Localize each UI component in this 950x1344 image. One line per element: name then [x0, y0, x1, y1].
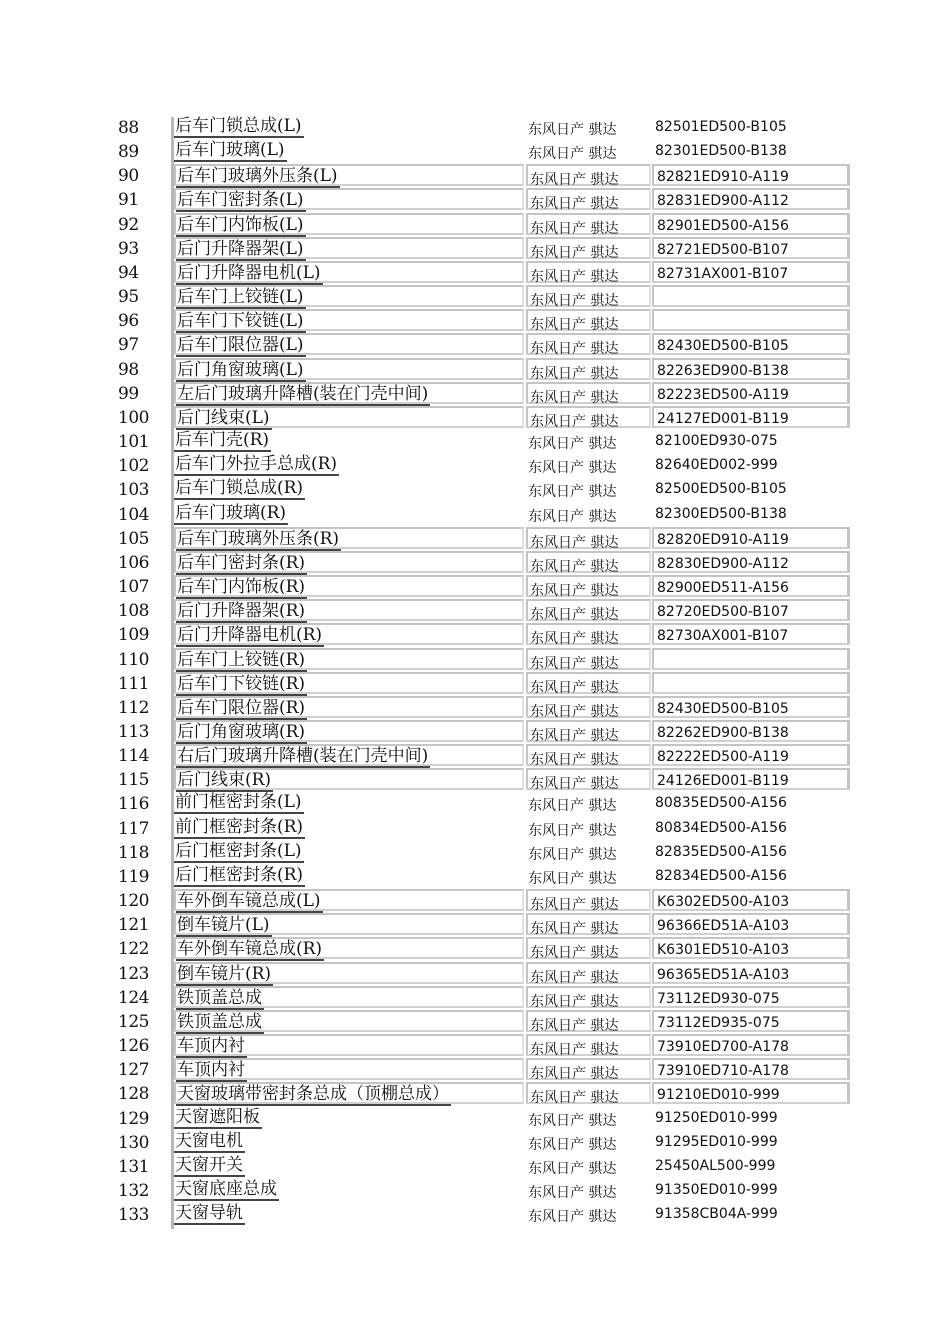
row-number: 93	[118, 238, 139, 259]
part-code-cell: 24127ED001-B119	[652, 406, 850, 428]
table-row	[110, 503, 855, 527]
part-name-cell	[174, 1010, 524, 1032]
part-name-link[interactable]: 后车门下铰链(R)	[177, 673, 306, 694]
part-name-link[interactable]: 后门角窗玻璃(R)	[177, 722, 306, 742]
part-code-cell: 82223ED500-A119	[652, 382, 850, 404]
part-name-cell	[174, 1082, 524, 1104]
row-number: 130	[118, 1132, 149, 1153]
row-number: 111	[118, 673, 149, 694]
table-row	[110, 1107, 855, 1131]
part-name-cell	[174, 285, 524, 307]
part-name-cell	[174, 237, 524, 259]
part-name-cell	[174, 333, 524, 355]
table-row	[110, 913, 855, 937]
table-row	[110, 672, 855, 696]
manufacturer-cell: 东风日产 骐达	[528, 122, 617, 138]
manufacturer-cell: 东风日产 骐达	[528, 508, 617, 525]
table-row	[110, 1058, 855, 1082]
part-name-link[interactable]: 后车门密封条(R)	[177, 552, 306, 573]
part-name-link[interactable]: 车外倒车镜总成(R)	[177, 939, 323, 960]
part-name-cell	[174, 696, 524, 718]
part-code-cell: 80835ED500-A156	[655, 795, 787, 812]
part-name-link[interactable]: 铁顶盖总成	[177, 1011, 262, 1032]
row-number: 125	[118, 1011, 149, 1032]
part-code-cell: 82900ED511-A156	[652, 575, 850, 597]
part-code-cell: 82222ED500-A119	[652, 744, 850, 766]
part-code-cell: 82831ED900-A112	[652, 188, 850, 210]
row-number: 102	[118, 456, 149, 477]
table-row	[110, 1155, 855, 1179]
part-code-cell: K6302ED500-A103	[652, 889, 850, 911]
manufacturer-cell: 东风日产 骐达	[528, 870, 617, 887]
manufacturer-cell: 东风日产 骐达	[528, 1160, 617, 1177]
part-code-cell: 82821ED910-A119	[652, 164, 850, 186]
table-row	[110, 527, 855, 551]
part-code-cell: 82721ED500-B107	[652, 237, 850, 259]
row-number: 96	[118, 311, 139, 332]
part-name-cell	[174, 309, 524, 331]
table-row	[110, 551, 855, 575]
part-name-cell	[174, 623, 524, 645]
part-code-cell: K6301ED510-A103	[652, 937, 850, 959]
manufacturer-cell: 东风日产 骐达	[526, 962, 651, 984]
part-code-cell: 82730AX001-B107	[652, 623, 850, 645]
part-code-cell: 80834ED500-A156	[655, 819, 787, 836]
part-code-cell: 91250ED010-999	[655, 1109, 778, 1126]
row-number: 108	[118, 601, 149, 622]
table-row	[110, 1203, 855, 1227]
part-name-link[interactable]: 后门框密封条(R)	[175, 864, 304, 885]
table-row	[110, 188, 855, 212]
manufacturer-cell: 东风日产 骐达	[526, 768, 651, 790]
part-code-cell: 82300ED500-B138	[655, 505, 787, 522]
manufacturer-cell: 东风日产 骐达	[528, 460, 617, 477]
part-name-cell	[174, 986, 524, 1008]
part-code-cell	[652, 309, 850, 331]
part-name-link[interactable]: 前门框密封条(R)	[175, 816, 304, 837]
row-number: 119	[118, 866, 149, 887]
part-name-link[interactable]: 后车门上铰链(R)	[177, 649, 306, 670]
part-name-link[interactable]: 后车门外拉手总成(R)	[175, 454, 338, 475]
manufacturer-cell: 东风日产 骐达	[526, 213, 651, 235]
part-name-cell	[174, 599, 524, 621]
part-name-cell	[174, 672, 524, 694]
part-name-link[interactable]: 后车门密封条(L)	[177, 190, 304, 211]
part-name-link[interactable]: 车顶内衬	[177, 1036, 245, 1057]
part-code-cell: 91295ED010-999	[655, 1133, 778, 1150]
manufacturer-cell: 东风日产 骐达	[526, 889, 651, 911]
manufacturer-cell: 东风日产 骐达	[528, 846, 617, 863]
row-number: 104	[118, 504, 149, 525]
part-name-link[interactable]: 后车门锁总成(L)	[175, 116, 302, 136]
part-name-link[interactable]: 后门升降器电机(R)	[177, 625, 323, 646]
part-name-cell	[174, 503, 524, 525]
part-name-cell	[174, 1179, 524, 1201]
row-number: 98	[118, 359, 139, 380]
table-row	[110, 623, 855, 647]
part-name-cell	[174, 406, 524, 428]
table-row	[110, 720, 855, 744]
manufacturer-cell: 东风日产 骐达	[526, 599, 651, 621]
part-name-cell	[174, 913, 524, 935]
table-row	[110, 285, 855, 309]
part-name-link[interactable]: 后门框密封条(L)	[175, 840, 302, 861]
part-code-cell: 82901ED500-A156	[652, 213, 850, 235]
row-number: 115	[118, 770, 149, 791]
row-number: 126	[118, 1036, 149, 1057]
row-number: 106	[118, 552, 149, 573]
part-name-link[interactable]: 后车门玻璃(R)	[175, 502, 287, 523]
part-name-link[interactable]: 后门角窗玻璃(L)	[177, 359, 304, 380]
table-row	[110, 768, 855, 792]
table-row	[110, 575, 855, 599]
manufacturer-cell: 东风日产 骐达	[528, 484, 617, 501]
row-number: 101	[118, 432, 149, 453]
table-row	[110, 309, 855, 333]
part-name-cell	[174, 720, 524, 742]
manufacturer-cell: 东风日产 骐达	[526, 382, 651, 404]
manufacturer-cell: 东风日产 骐达	[526, 575, 651, 597]
part-name-cell	[174, 841, 524, 863]
row-number: 113	[118, 722, 149, 742]
part-name-cell	[174, 575, 524, 597]
manufacturer-cell: 东风日产 骐达	[526, 1010, 651, 1032]
part-name-link[interactable]: 后车门壳(R)	[175, 430, 270, 451]
table-row	[110, 116, 855, 140]
part-code-cell: 82500ED500-B105	[655, 481, 787, 498]
manufacturer-cell: 东风日产 骐达	[528, 436, 617, 453]
table-row	[110, 986, 855, 1010]
row-number: 114	[118, 746, 149, 767]
part-code-cell: 82501ED500-B105	[655, 119, 787, 135]
part-code-cell: 82820ED910-A119	[652, 527, 850, 549]
table-row	[110, 841, 855, 865]
manufacturer-cell: 东风日产 骐达	[526, 696, 651, 718]
manufacturer-cell: 东风日产 骐达	[528, 1136, 617, 1153]
manufacturer-cell: 东风日产 骐达	[526, 261, 651, 283]
row-number: 112	[118, 697, 149, 718]
part-code-cell: 82301ED500-B138	[655, 143, 787, 160]
part-code-cell	[652, 672, 850, 694]
part-code-cell: 82640ED002-999	[655, 457, 778, 474]
part-name-cell	[174, 1034, 524, 1056]
part-name-cell	[174, 551, 524, 573]
table-row	[110, 1034, 855, 1058]
part-code-cell: 82830ED900-A112	[652, 551, 850, 573]
part-name-cell	[174, 1131, 524, 1153]
table-row	[110, 140, 855, 164]
manufacturer-cell: 东风日产 骐达	[526, 648, 651, 670]
part-code-cell: 82731AX001-B107	[652, 261, 850, 283]
part-code-cell: 73112ED935-075	[652, 1010, 850, 1032]
part-name-link[interactable]: 车外倒车镜总成(L)	[177, 891, 321, 912]
part-name-link[interactable]: 后门升降器架(L)	[177, 238, 304, 259]
row-number: 124	[118, 987, 149, 1008]
table-row	[110, 792, 855, 816]
row-number: 116	[118, 794, 149, 815]
part-code-cell	[652, 285, 850, 307]
part-name-link[interactable]: 后门线束(R)	[177, 770, 272, 791]
row-number: 117	[118, 818, 149, 839]
row-number: 94	[118, 262, 139, 283]
part-code-cell	[652, 648, 850, 670]
manufacturer-cell: 东风日产 骐达	[526, 986, 651, 1008]
part-name-cell	[174, 865, 524, 887]
row-number: 95	[118, 287, 139, 308]
manufacturer-cell: 东风日产 骐达	[526, 358, 651, 380]
manufacturer-cell: 东风日产 骐达	[526, 188, 651, 210]
table-row	[110, 696, 855, 720]
row-number: 131	[118, 1156, 149, 1177]
table-row	[110, 1131, 855, 1155]
row-number: 99	[118, 383, 139, 404]
row-number: 132	[118, 1181, 149, 1202]
row-number: 88	[118, 118, 139, 138]
table-row	[110, 1082, 855, 1106]
manufacturer-cell: 东风日产 骐达	[528, 798, 617, 815]
table-row	[110, 1179, 855, 1203]
row-number: 121	[118, 915, 149, 936]
part-name-cell	[174, 648, 524, 670]
row-number: 128	[118, 1084, 149, 1105]
part-name-link[interactable]: 后门线束(L)	[177, 407, 270, 428]
manufacturer-cell: 东风日产 骐达	[526, 237, 651, 259]
table-row	[110, 430, 855, 454]
part-name-cell	[174, 1155, 524, 1177]
part-code-cell: 96365ED51A-A103	[652, 962, 850, 984]
part-name-link[interactable]: 后车门玻璃外压条(R)	[177, 528, 340, 549]
part-name-link[interactable]: 后门升降器架(R)	[177, 601, 306, 622]
part-name-cell	[174, 1058, 524, 1080]
part-code-cell: 82100ED930-075	[655, 433, 778, 450]
part-code-cell: 91210ED010-999	[652, 1082, 850, 1104]
row-number: 118	[118, 842, 149, 863]
manufacturer-cell: 东风日产 骐达	[526, 164, 651, 186]
part-name-cell	[174, 1107, 524, 1129]
part-name-cell	[174, 768, 524, 790]
part-name-cell	[174, 454, 524, 476]
row-number: 100	[118, 407, 149, 428]
row-number: 129	[118, 1108, 149, 1129]
part-name-link[interactable]: 铁顶盖总成	[177, 987, 262, 1008]
row-number: 109	[118, 625, 149, 646]
manufacturer-cell: 东风日产 骐达	[526, 672, 651, 694]
part-code-cell: 73910ED700-A178	[652, 1034, 850, 1056]
part-code-cell: 96366ED51A-A103	[652, 913, 850, 935]
part-name-cell	[174, 140, 524, 162]
row-number: 110	[118, 649, 149, 670]
part-code-cell: 82263ED900-B138	[652, 358, 850, 380]
table-row	[110, 382, 855, 406]
part-name-link[interactable]: 天窗开关	[175, 1154, 243, 1175]
manufacturer-cell: 东风日产 骐达	[528, 1209, 617, 1226]
part-name-cell	[174, 382, 524, 404]
part-name-link[interactable]: 后车门限位器(R)	[177, 697, 306, 718]
part-name-cell	[174, 478, 524, 500]
part-name-link[interactable]: 天窗电机	[175, 1130, 243, 1151]
manufacturer-cell: 东风日产 骐达	[528, 1185, 617, 1202]
manufacturer-cell: 东风日产 骐达	[526, 527, 651, 549]
part-code-cell: 82430ED500-B105	[652, 333, 850, 355]
manufacturer-cell: 东风日产 骐达	[526, 551, 651, 573]
part-code-cell: 82430ED500-B105	[652, 696, 850, 718]
table-row	[110, 1010, 855, 1034]
table-row	[110, 213, 855, 237]
part-name-cell	[174, 937, 524, 959]
part-name-link[interactable]: 天窗导轨	[175, 1203, 243, 1224]
part-name-cell	[174, 792, 524, 814]
part-code-cell: 24126ED001-B119	[652, 768, 850, 790]
part-code-cell: 25450AL500-999	[655, 1157, 776, 1174]
row-number: 120	[118, 891, 149, 912]
table-row	[110, 358, 855, 382]
part-code-cell: 82834ED500-A156	[655, 867, 787, 884]
table-row	[110, 237, 855, 261]
table-row	[110, 962, 855, 986]
row-number: 133	[118, 1205, 149, 1226]
table-row	[110, 937, 855, 961]
manufacturer-cell: 东风日产 骐达	[528, 822, 617, 839]
table-row	[110, 454, 855, 478]
part-name-link[interactable]: 倒车镜片(R)	[177, 963, 272, 984]
row-number: 90	[118, 166, 139, 187]
table-row	[110, 333, 855, 357]
part-code-cell: 82720ED500-B107	[652, 599, 850, 621]
part-name-cell	[174, 430, 524, 452]
manufacturer-cell: 东风日产 骐达	[526, 1082, 651, 1104]
part-name-link[interactable]: 车顶内衬	[177, 1060, 245, 1081]
part-name-link[interactable]: 后车门内饰板(R)	[177, 577, 306, 598]
part-name-cell	[174, 188, 524, 210]
table-row	[110, 817, 855, 841]
part-name-cell	[174, 889, 524, 911]
part-name-link[interactable]: 后车门上铰链(L)	[177, 287, 304, 308]
manufacturer-cell: 东风日产 骐达	[526, 744, 651, 766]
table-row	[110, 478, 855, 502]
part-name-link[interactable]: 后车门限位器(L)	[177, 335, 304, 356]
part-code-cell: 82835ED500-A156	[655, 843, 787, 860]
table-row	[110, 164, 855, 188]
part-name-link[interactable]: 天窗底座总成	[175, 1179, 277, 1200]
part-name-cell	[174, 116, 524, 138]
part-name-link[interactable]: 右后门玻璃升降槽(装在门壳中间)	[177, 746, 429, 767]
manufacturer-cell: 东风日产 骐达	[528, 146, 617, 163]
part-name-link[interactable]: 前门框密封条(L)	[175, 792, 302, 813]
manufacturer-cell: 东风日产 骐达	[526, 406, 651, 428]
manufacturer-cell: 东风日产 骐达	[526, 285, 651, 307]
manufacturer-cell: 东风日产 骐达	[526, 913, 651, 935]
table-row	[110, 599, 855, 623]
part-name-link[interactable]: 后门升降器电机(L)	[177, 262, 321, 283]
manufacturer-cell: 东风日产 骐达	[528, 1112, 617, 1129]
part-name-cell	[174, 164, 524, 186]
row-number: 122	[118, 939, 149, 960]
part-code-cell: 91358CB04A-999	[655, 1206, 778, 1223]
part-name-link[interactable]: 天窗遮阳板	[175, 1106, 260, 1127]
part-name-link[interactable]: 后车门玻璃(L)	[175, 140, 285, 161]
manufacturer-cell: 东风日产 骐达	[526, 1034, 651, 1056]
row-number: 89	[118, 142, 139, 163]
part-name-link[interactable]: 左后门玻璃升降槽(装在门壳中间)	[177, 383, 429, 404]
part-name-link[interactable]: 倒车镜片(L)	[177, 915, 270, 936]
row-number: 97	[118, 335, 139, 356]
manufacturer-cell: 东风日产 骐达	[526, 937, 651, 959]
part-name-cell	[174, 962, 524, 984]
part-name-cell	[174, 744, 524, 766]
manufacturer-cell: 东风日产 骐达	[526, 623, 651, 645]
part-name-link[interactable]: 后车门锁总成(R)	[175, 478, 304, 499]
part-name-cell	[174, 261, 524, 283]
row-number: 92	[118, 214, 139, 235]
part-code-cell: 91350ED010-999	[655, 1182, 778, 1199]
part-name-link[interactable]: 后车门玻璃外压条(L)	[177, 166, 338, 187]
manufacturer-cell: 东风日产 骐达	[526, 309, 651, 331]
manufacturer-cell: 东风日产 骐达	[526, 333, 651, 355]
part-name-cell	[174, 527, 524, 549]
part-name-link[interactable]: 后车门内饰板(L)	[177, 214, 304, 235]
part-name-link[interactable]: 天窗玻璃带密封条总成（顶棚总成）	[177, 1084, 449, 1105]
row-number: 127	[118, 1060, 149, 1081]
row-number: 103	[118, 480, 149, 501]
part-code-cell: 73112ED930-075	[652, 986, 850, 1008]
row-number: 105	[118, 528, 149, 549]
manufacturer-cell: 东风日产 骐达	[526, 720, 651, 742]
part-name-cell	[174, 213, 524, 235]
row-number: 123	[118, 963, 149, 984]
table-row	[110, 261, 855, 285]
part-name-link[interactable]: 后车门下铰链(L)	[177, 311, 304, 332]
manufacturer-cell: 东风日产 骐达	[526, 1058, 651, 1080]
part-code-cell: 73910ED710-A178	[652, 1058, 850, 1080]
table-row	[110, 744, 855, 768]
part-name-cell	[174, 817, 524, 839]
table-row	[110, 406, 855, 430]
part-name-cell	[174, 1203, 524, 1225]
part-name-cell	[174, 358, 524, 380]
table-row	[110, 648, 855, 672]
row-number: 107	[118, 577, 149, 598]
row-number: 91	[118, 190, 139, 211]
table-row	[110, 865, 855, 889]
table-row	[110, 889, 855, 913]
part-code-cell: 82262ED900-B138	[652, 720, 850, 742]
